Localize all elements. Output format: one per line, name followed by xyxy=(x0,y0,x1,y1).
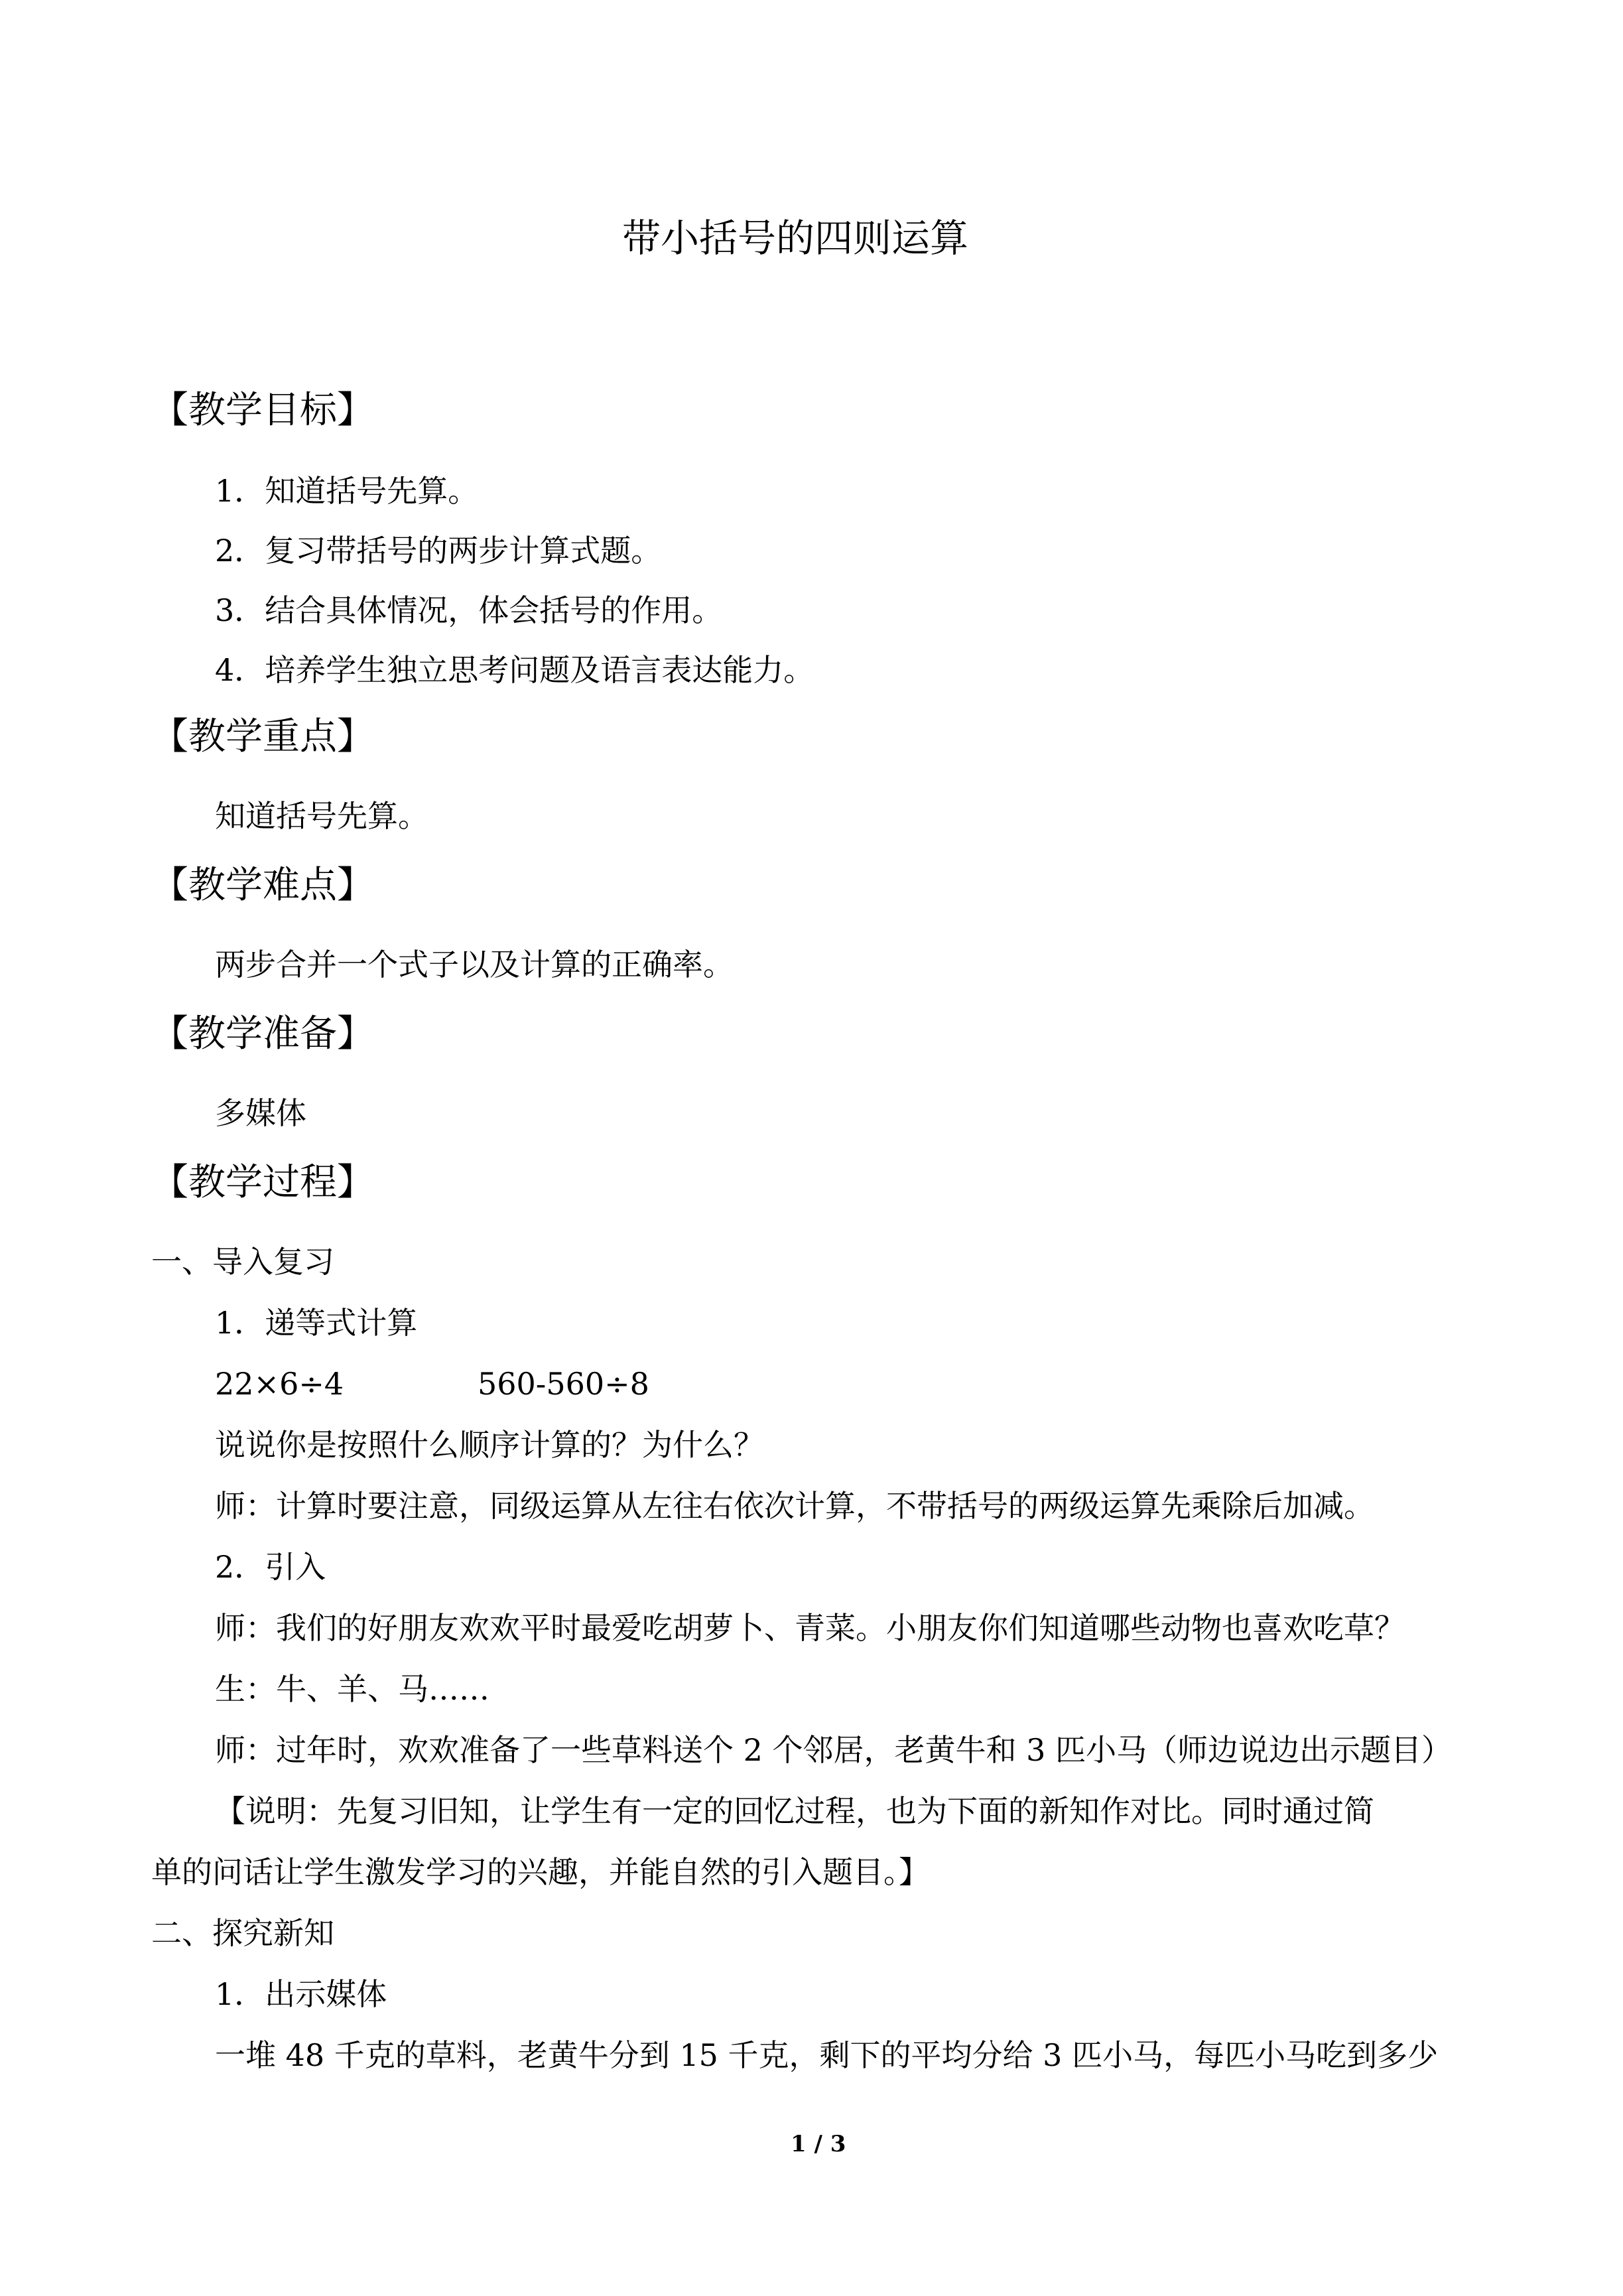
part1-step1: 1．递等式计算 xyxy=(215,1305,418,1341)
heading-preparation: 【教学准备】 xyxy=(151,1012,374,1055)
key-points-text: 知道括号先算。 xyxy=(215,798,428,834)
teacher-line-3: 师：过年时，欢欢准备了一些草料送个 2 个邻居，老黄牛和 3 匹小马（师边说边出示题目） xyxy=(215,1732,1453,1768)
page-number: 1 / 3 xyxy=(791,2131,846,2157)
objective-item-1: 1．知道括号先算。 xyxy=(215,473,479,509)
part1-title: 一、导入复习 xyxy=(151,1244,334,1280)
document-title: 带小括号的四则运算 xyxy=(622,216,969,261)
student-line: 生：牛、羊、马…… xyxy=(215,1671,489,1707)
heading-process: 【教学过程】 xyxy=(151,1161,374,1204)
objective-item-3: 3．结合具体情况，体会括号的作用。 xyxy=(215,592,723,628)
part1-question: 说说你是按照什么顺序计算的？为什么？ xyxy=(215,1427,764,1463)
note-line-2: 单的问话让学生激发学习的兴趣，并能自然的引入题目。】 xyxy=(151,1854,929,1890)
part2-title: 二、探究新知 xyxy=(151,1915,334,1951)
heading-key-points: 【教学重点】 xyxy=(151,715,374,758)
expression-1: 22×6÷4 xyxy=(215,1366,344,1402)
difficulties-text: 两步合并一个式子以及计算的正确率。 xyxy=(215,947,734,982)
objective-item-2: 2．复习带括号的两步计算式题。 xyxy=(215,533,662,569)
preparation-text: 多媒体 xyxy=(215,1095,306,1131)
note-line-1: 【说明：先复习旧知，让学生有一定的回忆过程，也为下面的新知作对比。同时通过简 xyxy=(215,1793,1374,1829)
part2-step1: 1．出示媒体 xyxy=(215,1976,387,2012)
teacher-line-1: 师：计算时要注意，同级运算从左往右依次计算，不带括号的两级运算先乘除后加减。 xyxy=(215,1488,1374,1524)
heading-difficulties: 【教学难点】 xyxy=(151,864,374,907)
part1-step2: 2．引入 xyxy=(215,1549,326,1585)
problem-text: 一堆 48 千克的草料，老黄牛分到 15 千克，剩下的平均分给 3 匹小马，每匹小马吃到多少 xyxy=(215,2037,1439,2073)
expression-2: 560-560÷8 xyxy=(478,1366,649,1402)
objective-item-4: 4．培养学生独立思考问题及语言表达能力。 xyxy=(215,652,814,688)
heading-objectives: 【教学目标】 xyxy=(151,389,374,432)
teacher-line-2: 师：我们的好朋友欢欢平时最爱吃胡萝卜、青菜。小朋友你们知道哪些动物也喜欢吃草？ xyxy=(215,1610,1405,1646)
